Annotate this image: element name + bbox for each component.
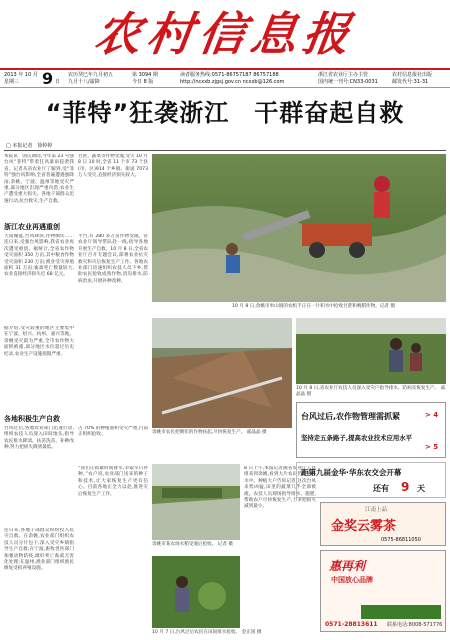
article-col2-p2: 平台,有 280 多万亩作物受淹。省农业厅领导带队赴一线,指导各地开展生产自救。10 月 8 日,全省农业厅召开专题会议,部署农业抗灾救灾和灾后恢复生产工作。各地农业部门迅速组织农技人员下乡,帮助农民抢收成熟作物,清沟排水,防病治虫,开展补种改种。 [78,234,148,284]
caption-photo-3: 余姚市农民把倒伏的作物扶起,尽快恢复生产。 戚晶晶 摄 [152,430,267,435]
article-col4-p1: 8 日上午,本报记者随省农业厅工作组来到余姚,看到大片农田仍浸泡在水中。种植大户告诉记者,这次台风来势凶猛,田里的蔬菜几乎全部被淹。农技人员现场指导排水、施肥,帮助农户尽快恢复生产,力争把损失减到最小。 [244,466,316,510]
tea-advertisement[interactable] [320,502,446,546]
ad2-product-image [361,605,441,619]
guide-line-2[interactable]: 坚持走五条路子,提高农业技术应用水平 [301,434,413,442]
article-col1-p2: 大雨倾盆,台风肆虐,作物倒伏……连日来,受强台风影响,我省农业再次遭受重创。据统计,全省农作物受灾面积 350 万亩,其中粮食作物受灾面积 230 万亩;渔业受灾养殖面积 31 万亩;畜禽死亡数量较大,农业直接经济损失近 68 亿元。 [4,234,74,278]
publisher: 农村信息报社出版 [392,72,433,78]
headline-rule [4,150,446,151]
day-unit: 日 [55,79,61,85]
expo-title: 距第九届金华·华东农交会开幕 [301,468,402,477]
page-count: 今日 8 版 [132,79,154,85]
guide-line-2-page: > 5 [425,443,439,451]
byline: □ 本报记者 徐婷婷 [6,143,53,149]
guide-line-1-page: > 4 [425,411,439,419]
flooded-farm-image [152,154,446,302]
greenhouse-image [152,318,292,428]
website[interactable]: http://ncxxb.zjgsj.gov.cn ncxxb@126.com [180,79,285,85]
photo-paddy-field [152,464,240,540]
day-number: 9 [42,69,54,88]
sponsor: 浙江省农业厅主办主管 [318,72,369,78]
field-inspection-image [296,318,446,384]
issue-number: 第 3094 期 [132,72,158,78]
photo-farmer-draining [152,556,240,628]
article-col1-p3: 据介绍,受灾较重的地区主要集中在宁波、绍兴、杭州、嘉兴等地。余姚受灾最为严重,全市农作物大面积被淹,部分地区水位超过历史纪录,农业生产设施损毁严重。 [4,326,74,357]
expo-days: 9 [401,480,410,494]
article-col2-p3: 占 70% 的种植面积受灾严重,目前正组织抢收。 [78,426,148,438]
postal-code: 邮发代号:31-31 [392,79,429,85]
ad2-phone: 0571-28813611 [325,621,378,628]
ad2-slogan: 中国放心品牌 [331,576,373,584]
expo-left: 还有 [373,484,389,493]
section-title-1: 浙江农业再遇重创 [4,223,60,231]
reader-hotline: 读者服务热线:0571-86757187 86757188 [180,72,279,78]
issue-date: 2013 年 10 月 [4,72,38,78]
article-lead: 本报讯 国庆期间,今年第 23 号强台风“菲特”带着狂风暴雨侵袭我省。记者从省农业厅了解到,受“菲特”强台风影响,全省普遍遭遇强降雨,余姚、宁波、温州等地受灾严重,部分地区出现严重内涝,农业生产遭受重大损失。各地干部群众迅速行动,抗台救灾,生产自救。 [4,154,74,204]
ad2-brand: 惠再利 [329,559,366,573]
article-col2-p1: 甘蔗、蔬菜等作物受淹,受灾 10 月 8 日 10 时,全省 11 个市 73 个县(市、区)914 个乡镇、街道 7073 万人受灾,直接经济损失较大。 [78,154,148,179]
article-col1-p4: 台风过后,各地农业部门迅速行动,组织农技人员深入田间地头,指导农民排水降渍、扶苗洗苗、补种改种,努力把损失降到最低。 [4,426,74,451]
photo-field-inspection [296,318,446,384]
tea-phone: 0575-86811050 [381,537,421,543]
page-guide [296,402,446,458]
caption-photo-4: 余姚市某农场水稻受淹后抢收。 记者 摄 [152,542,234,547]
tea-name: 金奖云雾茶 [331,519,397,534]
newspaper-title: 农村信息报 [91,7,359,61]
weekday: 星期三 [4,79,20,85]
caption-photo-5: 10 月 7 日,台风过后农民在田间排水抢收。 金正国 摄 [152,630,262,635]
farmer-draining-image [152,556,240,628]
article-col2-p4: “我们正抓紧时间排水,争取早日补种。”农户说,农业部门送来的种子和技术,让大家恢复生产更有信心。目前各地正全力以赴,推进灾后恢复生产工作。 [78,466,148,497]
main-headline: “菲特”狂袭浙江 干群奋起自救 [45,99,405,127]
guide-line-1[interactable]: 台风过后,农作物管理需抓紧 [301,412,401,421]
cn-number: 国内统一刊号:CN33-0031 [318,79,378,85]
expo-countdown [296,462,446,498]
info-bar [0,68,450,88]
paddy-field-image [152,464,240,540]
masthead [0,0,450,68]
expo-unit: 天 [417,484,425,493]
photo-flooded-farm [152,154,446,302]
article-col1-p5: 连日来,各地干部群众纷纷投入抗灾自救。在余姚,农业部门组织农技人员分片包干,深入受灾乡镇指导生产自救;在宁波,畜牧兽医部门加强动物防疫,做好死亡畜禽无害化处理;在温州,渔业部门组织渔民修复受损养殖设施。 [4,528,74,572]
caption-photo-2: 10 月 8 日,省农业厅农技人员深入受灾户指导排水、防病及恢复生产。 戚晶晶 摄 [296,386,446,397]
tea-brand: 江南上品 [365,507,388,513]
caption-photo-1: 10 月 8 日,余姚市牟山镇的农机手正在一片积水中抢收甘蔗和晚稻作物。记者 摄 [232,304,396,309]
solar-term: 九月十八/霜降 [68,79,100,85]
lunar-date: 农历癸巳年九月初五 [68,72,114,78]
photo-damaged-greenhouse [152,318,292,428]
section-title-2: 各地积极生产自救 [4,415,60,423]
fertilizer-advertisement[interactable] [320,550,446,632]
ad2-contact: 联系电话:8008-571776 [387,622,443,628]
